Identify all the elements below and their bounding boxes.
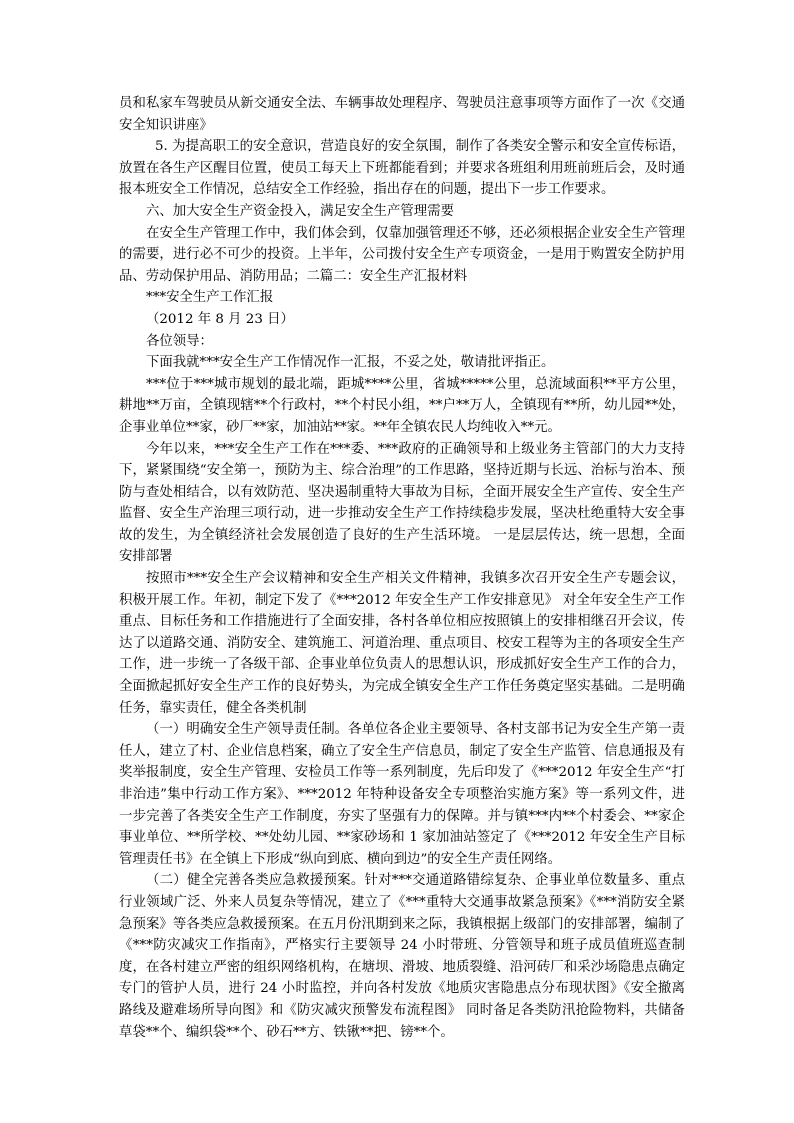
paragraph-3: 在安全生产管理工作中，我们体会到，仅靠加强管理还不够，还必须根据企业安全生产管理的需要，进行必不可少的投资。上半年，公司拨付安全生产专项资金，一是用于购置安全防护用品、劳动保护用品、消防用品；二篇二：安全生产汇报材料 [119,225,685,284]
section-heading-6: 六、加大安全生产资金投入，满足安全生产管理需要 [146,203,454,219]
paragraph-2: 5. 为提高职工的安全意识，营造良好的安全氛围，制作了各类安全警示和安全宣传标语，放置在各生产区醒目位置，使员工每天上下班都能看到；并要求各班组利用班前班后会，及时通报本班安全工作情况，总结安全工作经验，指出存在的问题，提出下一步工作要求。 [119,139,685,198]
salutation: 各位领导： [146,333,213,349]
report-title: ***安全生产工作汇报 [146,290,274,306]
paragraph-responsibility: （一）明确安全生产领导责任制。各单位各企业主要领导、各村支部书记为安全生产第一责任人，建立了村、企业信息档案，确立了安全生产信息员，制定了安全生产监管、信息通报及有奖举报制度，安全生产管理、安检员工作等一系列制度，先后印发了《***2012 年安全生产“打非治违”集中行动工作方案》、***2012 年特种设备安全专项整治实施方案》等一系列文件，进一步完善了各类安全生产工作制度，夯实了坚强有力的保障。并与镇***内**个村委会、**家企事业单位、**所学校、**处幼儿园、**家砂场和 1 家加油站签定了《***2012 年安全生产目标管理责任书》在全镇上下形成“纵向到底、横向到边”的安全生产责任网络。 [119,722,685,867]
paragraph-summary: 今年以来，***安全生产工作在***委、***政府的正确领导和上级业务主管部门的大力支持下，紧紧围绕“安全第一，预防为主、综合治理”的工作思路，坚持近期与长远、治标与治本、预防与查处相结合，以有效防范、坚决遏制重特大事故为目标，全面开展安全生产宣传、安全生产监督、安全生产治理三项行动，进一步推动安全生产工作持续稳步发展，坚决杜绝重特大安全事故的发生，为全镇经济社会发展创造了良好的生产生活环境。 一是层层传达，统一思想，全面安排部署 [119,441,685,565]
paragraph-overview: ***位于***城市规划的最北端，距城****公里，省城*****公里，总流域面积**平方公里，耕地**万亩，全镇现辖**个行政村，**个村民小组，**户**万人，全镇现有**所，幼儿园**处，企事业单位**家，砂厂**家，加油站**家。**年全镇农民人均纯收入**元。 [119,376,685,435]
paragraph-1: 员和私家车驾驶员从新交通安全法、车辆事故处理程序、驾驶员注意事项等方面作了一次《交通安全知识讲座》 [119,96,685,133]
paragraph-meetings: 按照市***安全生产会议精神和安全生产相关文件精神，我镇多次召开安全生产专题会议，积极开展工作。年初，制定下发了《***2012 年安全生产工作安排意见》 对全年安全生产工作重点、目标任务和工作措施进行了全面安排，各村各单位相应按照镇上的安排相继召开会议，传达了以道路交通、消防安全、建筑施工、河道治理、重点项目、校安工程等为主的各项安全生产工作，进一步统一了各级干部、企事业单位负责人的思想认识，形成抓好安全生产工作的合力，全面掀起抓好安全生产工作的良好势头，为完成全镇安全生产工作任务奠定坚实基础。二是明确任务，靠实责任，健全各类机制 [119,571,685,716]
paragraph-emergency: （二）健全完善各类应急救援预案。针对***交通道路错综复杂、企事业单位数量多、重点行业领域广泛、外来人员复杂等情况，建立了《***重特大交通事故紧急预案》《***消防安全紧急预案》等各类应急救援预案。在五月份汛期到来之际，我镇根据上级部门的安排部署，编制了《***防灾减灾工作指南》，严格实行主要领导 24 小时带班、分管领导和班子成员值班巡查制度，在各村建立严密的组织网络机构，在塘坝、滑坡、地质裂缝、沿河砖厂和采沙场隐患点确定专门的管护人员，进行 24 小时监控，并向各村发放《地质灾害隐患点分布现状图》《安全撤离路线及避难场所导向图》和《防灾减灾预警发布流程图》 同时备足各类防汛抢险物料，共储备草袋**个、编织袋**个、砂石**方、铁锹**把、镑**个。 [119,873,685,1040]
paragraph-intro: 下面我就***安全生产工作情况作一汇报，不妥之处，敬请批评指正。 [146,355,555,371]
report-date: （2012 年 8 月 23 日） [146,311,294,327]
document-body [119,93,685,1043]
